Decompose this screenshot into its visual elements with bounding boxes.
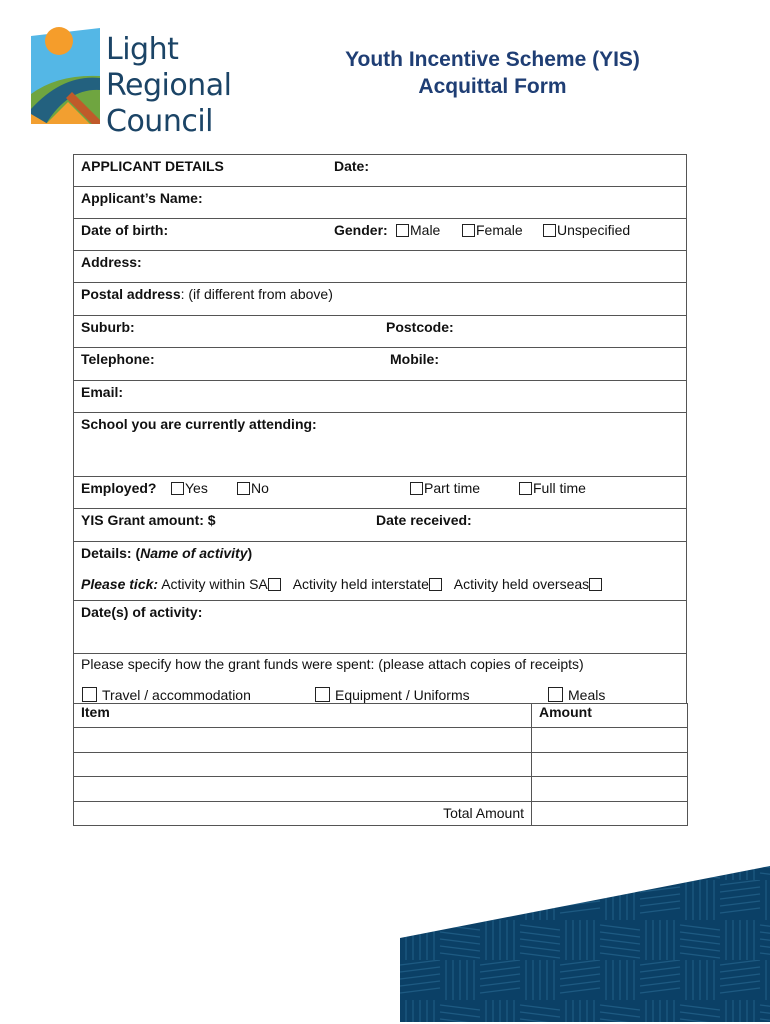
checkbox-icon[interactable] xyxy=(410,482,423,495)
table-row[interactable] xyxy=(74,752,688,776)
equipment-checkbox[interactable] xyxy=(315,687,470,703)
option-label: Activity held interstate xyxy=(292,576,429,592)
total-row xyxy=(74,801,688,825)
dob-label[interactable]: Date of birth: xyxy=(81,222,169,238)
postal-note: : (if different from above) xyxy=(180,286,333,302)
title-line-2: Acquittal Form xyxy=(418,75,567,98)
meals-checkbox[interactable] xyxy=(548,687,605,703)
option-label: Travel / accommodation xyxy=(102,687,251,703)
row-details xyxy=(74,542,686,601)
option-label: Full time xyxy=(533,480,586,496)
item-cell[interactable] xyxy=(74,777,532,801)
row-dates-activity[interactable] xyxy=(74,601,686,654)
details-label: Details: ( xyxy=(81,545,141,561)
within-sa-checkbox[interactable] xyxy=(268,578,281,591)
checkbox-icon[interactable] xyxy=(396,224,409,237)
gender-female-checkbox[interactable] xyxy=(462,222,523,238)
total-amount-cell[interactable] xyxy=(532,801,688,825)
postal-label: Postal address xyxy=(81,286,181,302)
table-row[interactable] xyxy=(74,728,688,752)
address-label: Address: xyxy=(81,254,142,270)
gender-unspecified-checkbox[interactable] xyxy=(543,222,630,238)
grant-amount-label[interactable]: YIS Grant amount: $ xyxy=(81,512,216,528)
total-label: Total Amount xyxy=(74,801,532,825)
employed-label: Employed? xyxy=(81,480,157,496)
row-applicant-details xyxy=(74,155,686,187)
row-name[interactable] xyxy=(74,187,686,219)
title-line-1: Youth Incentive Scheme (YIS) xyxy=(345,48,640,71)
row-postal[interactable] xyxy=(74,283,686,316)
checkbox-icon[interactable] xyxy=(462,224,475,237)
row-dob-gender xyxy=(74,219,686,251)
option-label: Part time xyxy=(424,480,481,496)
option-label: Unspecified xyxy=(557,222,631,238)
checkbox-icon[interactable] xyxy=(543,224,556,237)
checkbox-icon[interactable] xyxy=(315,687,330,702)
dates-activity-label: Date(s) of activity: xyxy=(81,604,203,620)
details-italic: Name of activity xyxy=(140,545,248,561)
gender-label: Gender: xyxy=(334,222,388,238)
item-header: Item xyxy=(74,704,532,728)
items-table xyxy=(73,703,688,826)
logo-line: Council xyxy=(106,104,213,139)
amount-header: Amount xyxy=(532,704,688,728)
postcode-label[interactable]: Postcode: xyxy=(386,319,454,335)
item-cell[interactable] xyxy=(74,752,532,776)
item-cell[interactable] xyxy=(74,728,532,752)
row-suburb xyxy=(74,316,686,348)
row-employed xyxy=(74,477,686,509)
option-label: Yes xyxy=(185,480,208,496)
full-time-checkbox[interactable] xyxy=(519,480,586,496)
employed-yes-checkbox[interactable] xyxy=(171,480,208,496)
section-heading: APPLICANT DETAILS xyxy=(81,158,224,174)
checkbox-icon[interactable] xyxy=(237,482,250,495)
amount-cell[interactable] xyxy=(532,728,688,752)
option-label: Meals xyxy=(568,687,606,703)
checkbox-icon[interactable] xyxy=(171,482,184,495)
page-title xyxy=(300,46,685,100)
option-label: Equipment / Uniforms xyxy=(335,687,470,703)
email-label: Email: xyxy=(81,384,124,400)
row-address[interactable] xyxy=(74,251,686,283)
telephone-label[interactable]: Telephone: xyxy=(81,351,155,367)
row-grant xyxy=(74,509,686,542)
row-funds-spent xyxy=(74,654,686,704)
amount-cell[interactable] xyxy=(532,777,688,801)
details-close: ) xyxy=(247,545,253,561)
gender-male-checkbox[interactable] xyxy=(396,222,440,238)
row-school[interactable] xyxy=(74,413,686,477)
option-label: No xyxy=(251,480,269,496)
council-logo-text xyxy=(106,32,231,140)
checkbox-icon[interactable] xyxy=(519,482,532,495)
logo-line: Regional xyxy=(106,68,232,103)
date-received-label[interactable]: Date received: xyxy=(376,512,472,528)
option-label: Male xyxy=(410,222,441,238)
interstate-checkbox[interactable] xyxy=(429,578,442,591)
option-label: Female xyxy=(476,222,523,238)
school-label: School you are currently attending: xyxy=(81,416,317,432)
funds-spent-label: Please specify how the grant funds were spent: (please attach copies of receipts) xyxy=(81,656,584,672)
part-time-checkbox[interactable] xyxy=(410,480,480,496)
banner-shape xyxy=(400,866,770,1022)
travel-checkbox[interactable] xyxy=(82,687,251,703)
applicant-form xyxy=(73,154,687,704)
date-label[interactable]: Date: xyxy=(334,158,370,174)
amount-cell[interactable] xyxy=(532,752,688,776)
employed-no-checkbox[interactable] xyxy=(237,480,269,496)
table-row[interactable] xyxy=(74,777,688,801)
suburb-label[interactable]: Suburb: xyxy=(81,319,135,335)
please-tick-label: Please tick: xyxy=(81,576,159,592)
row-phone xyxy=(74,348,686,381)
row-email[interactable] xyxy=(74,381,686,413)
option-label: Activity within SA xyxy=(161,576,268,592)
checkbox-icon[interactable] xyxy=(548,687,563,702)
name-label: Applicant’s Name: xyxy=(81,190,203,206)
overseas-checkbox[interactable] xyxy=(589,578,602,591)
checkbox-icon[interactable] xyxy=(82,687,97,702)
mobile-label[interactable]: Mobile: xyxy=(390,351,439,367)
logo-line: Light xyxy=(106,32,179,67)
council-logo-icon xyxy=(28,24,104,128)
option-label: Activity held overseas xyxy=(453,576,590,592)
table-header xyxy=(74,704,688,728)
